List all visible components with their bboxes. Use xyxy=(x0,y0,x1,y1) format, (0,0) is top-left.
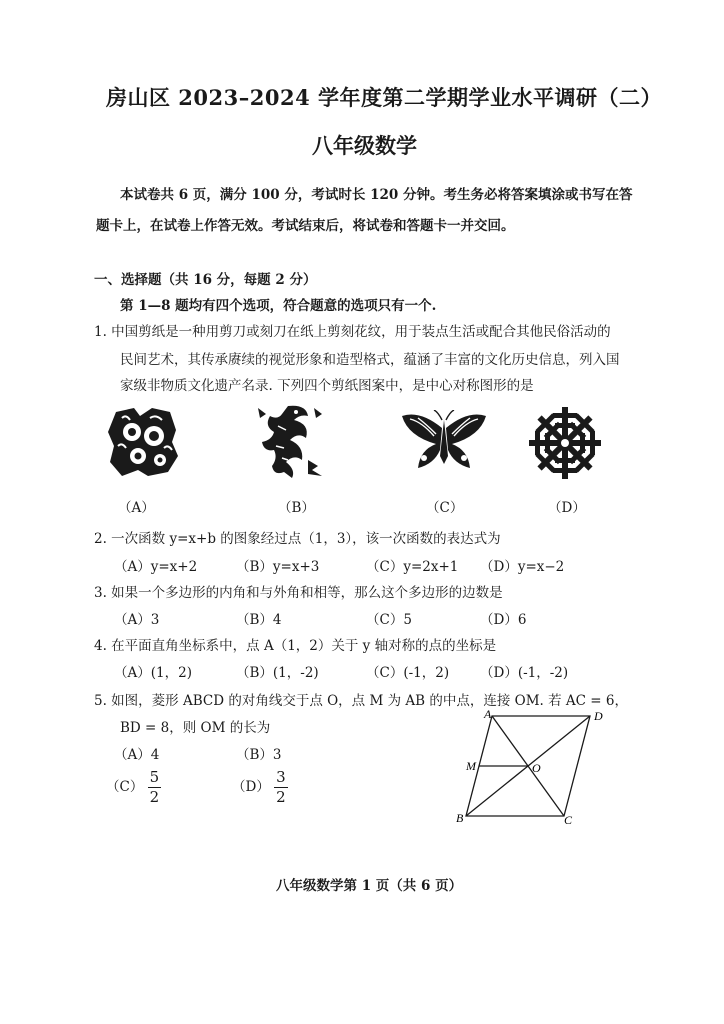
q2-option-c: （C）y=2x+1 xyxy=(366,559,459,575)
q5-line-2: BD = 8，则 OM 的长为 xyxy=(120,720,271,736)
q4-option-d: （D）(-1，-2) xyxy=(480,665,569,681)
q5-option-d-label: （D） xyxy=(232,779,270,795)
q5-option-a: （A）4 xyxy=(114,747,160,763)
q3-option-c: （C）5 xyxy=(366,612,412,628)
section-note: 第 1—8 题均有四个选项，符合题意的选项只有一个. xyxy=(120,298,437,314)
q5-option-c-label: （C） xyxy=(106,779,144,795)
q4-option-c: （C）(-1，2) xyxy=(366,665,450,681)
q2-option-d: （D）y=x−2 xyxy=(480,559,565,575)
q3-option-b: （B）4 xyxy=(236,612,282,628)
papercut-snowflake-icon xyxy=(526,404,604,482)
q4-option-a: （A）(1，2) xyxy=(114,665,192,681)
q5-option-c-numerator: 5 xyxy=(149,768,160,786)
q3-stem: 3. 如果一个多边形的内角和与外角和相等，那么这个多边形的边数是 xyxy=(94,585,503,601)
label-o: O xyxy=(532,761,541,775)
q1-line-1: 1. 中国剪纸是一种用剪刀或刻刀在纸上剪刻花纹，用于装点生活或配合其他民俗活动的 xyxy=(94,324,611,340)
q5-option-b: （B）3 xyxy=(236,747,282,763)
q2-option-a: （A）y=x+2 xyxy=(114,559,198,575)
exam-subtitle: 八年级数学 xyxy=(312,133,417,158)
instructions-line-1: 本试卷共 6 页，满分 100 分，考试时长 120 分钟。考生务必将答案填涂或书写在答 xyxy=(120,187,633,203)
q5-option-c-denominator: 2 xyxy=(149,788,160,806)
label-d: D xyxy=(594,709,603,723)
label-c: C xyxy=(564,813,573,827)
q3-option-d: （D）6 xyxy=(480,612,527,628)
q1-line-2: 民间艺术，其传承赓续的视觉形象和造型格式，蕴涵了丰富的文化历史信息，列入国 xyxy=(120,352,620,368)
instructions-line-2: 题卡上，在试卷上作答无效。考试结束后，将试卷和答题卡一并交回。 xyxy=(96,218,515,234)
label-a: A xyxy=(484,707,492,721)
q5-option-c-fraction xyxy=(148,770,162,805)
q1-caption-d: （D） xyxy=(548,500,586,516)
q4-option-b: （B）(1，-2) xyxy=(236,665,319,681)
label-m: M xyxy=(466,759,476,773)
q5-line-1: 5. 如图，菱形 ABCD 的对角线交于点 O，点 M 为 AB 的中点，连接 OM. 若 AC = 6， xyxy=(94,693,628,709)
q1-line-3: 家级非物质文化遗产名录. 下列四个剪纸图案中，是中心对称图形的是 xyxy=(120,378,534,394)
q1-caption-a: （A） xyxy=(118,500,155,516)
q1-caption-c: （C） xyxy=(426,500,464,516)
q3-option-a: （A）3 xyxy=(114,612,160,628)
q5-option-d xyxy=(232,770,288,805)
q4-stem: 4. 在平面直角坐标系中，点 A（1，2）关于 y 轴对称的点的坐标是 xyxy=(94,638,497,654)
q2-option-b: （B）y=x+3 xyxy=(236,559,320,575)
q1-caption-b: （B） xyxy=(278,500,315,516)
q5-option-d-fraction xyxy=(274,770,288,805)
q5-option-c xyxy=(106,770,161,805)
page-footer: 八年级数学第 1 页（共 6 页） xyxy=(276,878,463,894)
rhombus-figure xyxy=(452,706,612,828)
q5-option-d-numerator: 3 xyxy=(276,768,286,786)
papercut-flower-icon xyxy=(104,402,182,480)
papercut-dragon-icon xyxy=(248,400,330,482)
papercut-butterfly-icon xyxy=(400,410,488,476)
q5-option-d-denominator: 2 xyxy=(276,788,286,806)
label-b: B xyxy=(456,811,464,825)
section-heading: 一、选择题（共 16 分，每题 2 分） xyxy=(94,272,317,288)
q2-stem: 2. 一次函数 y=x+b 的图象经过点（1，3），该一次函数的表达式为 xyxy=(94,531,501,547)
exam-title: 房山区 2023–2024 学年度第二学期学业水平调研（二） xyxy=(106,85,663,110)
